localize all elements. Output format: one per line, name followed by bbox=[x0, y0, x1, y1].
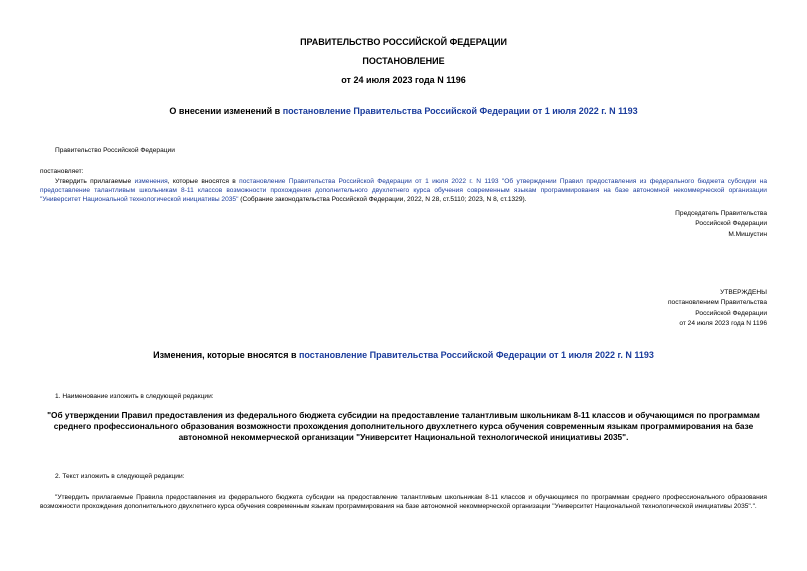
approved-line-3: Российской Федерации bbox=[695, 309, 767, 317]
resolution-text-b: , которые вносятся в bbox=[167, 178, 240, 185]
changes-link[interactable]: изменения bbox=[134, 178, 168, 185]
subject-text: Правительство Российской Федерации bbox=[55, 147, 175, 154]
item-1-quote: "Об утверждении Правил предоставления из федерального бюджета субсидии на предоставление талантливым школьникам 8-11 классов и обучающимся по программам среднего профессионального образования возможности прохождения дополнительного двухлетнего курса обучения современным языкам программирования на базе автономной некоммерческой организации "Университет Национальной технологической инициативы 2035". bbox=[47, 410, 760, 443]
document-date-number: от 24 июля 2023 года N 1196 bbox=[341, 75, 466, 85]
item-2-quote: "Утвердить прилагаемые Правила предоставления из федерального бюджета субсидии на предоставление талантливым школьникам 8-11 классов и обучающимся по программам среднего профессионального образования возможности прохождения дополнительного двухлетнего курса обучения современным языкам программирования на базе автономной некоммерческой организации "Университет Национальной технологической инициативы 2035".". bbox=[40, 494, 767, 511]
document-title-prefix: О внесении изменений в bbox=[169, 106, 283, 116]
resolution-text-c: (Собрание законодательства Российской Федерации, 2022, N 28, ст.5110; 2023, N 8, ст.1329). bbox=[238, 196, 527, 204]
resolution-text-a: Утвердить прилагаемые bbox=[55, 178, 135, 185]
resolution-1193-link[interactable]: постановление Правительства Российской Федерации от 1 июля 2022 г. N 1193 "Об утверждении Правил предоставления из федерального бюджета субсидии на предоставление талантливым школьникам 8-11 классов возможности прохождения дополнительного двухлетнего курса обучения современным языкам программирования на базе автономной некоммерческой организации "Университет Национальной технологической инициативы 2035" bbox=[40, 178, 767, 204]
signature-name: М.Мишустин bbox=[728, 230, 767, 238]
resolution-paragraph bbox=[40, 177, 767, 205]
government-heading: ПРАВИТЕЛЬСТВО РОССИЙСКОЙ ФЕДЕРАЦИИ bbox=[300, 37, 507, 47]
approved-line-4: от 24 июля 2023 года N 1196 bbox=[679, 320, 767, 328]
changes-title-link[interactable]: постановление Правительства Российской Федерации от 1 июля 2022 г. N 1193 bbox=[298, 350, 654, 360]
item-1-label: 1. Наименование изложить в следующей редакции: bbox=[55, 393, 214, 400]
document-title bbox=[0, 106, 807, 117]
signature-block bbox=[675, 209, 767, 240]
approved-block bbox=[668, 288, 767, 330]
item-2-label: 2. Текст изложить в следующей редакции: bbox=[55, 473, 185, 480]
approved-line-2: постановлением Правительства bbox=[667, 299, 767, 307]
changes-title-prefix: Изменения, которые вносятся в bbox=[153, 350, 299, 360]
signature-line-1: Председатель Правительства bbox=[675, 210, 767, 217]
title-link[interactable]: постановление Правительства Российской Федерации от 1 июля 2022 г. N 1193 bbox=[282, 106, 638, 116]
document-type: ПОСТАНОВЛЕНИЕ bbox=[362, 56, 445, 66]
resolves-text: постановляет: bbox=[40, 168, 84, 175]
approved-line-1: УТВЕРЖДЕНЫ bbox=[720, 289, 767, 296]
changes-title bbox=[0, 350, 807, 361]
signature-line-2: Российской Федерации bbox=[695, 220, 767, 228]
